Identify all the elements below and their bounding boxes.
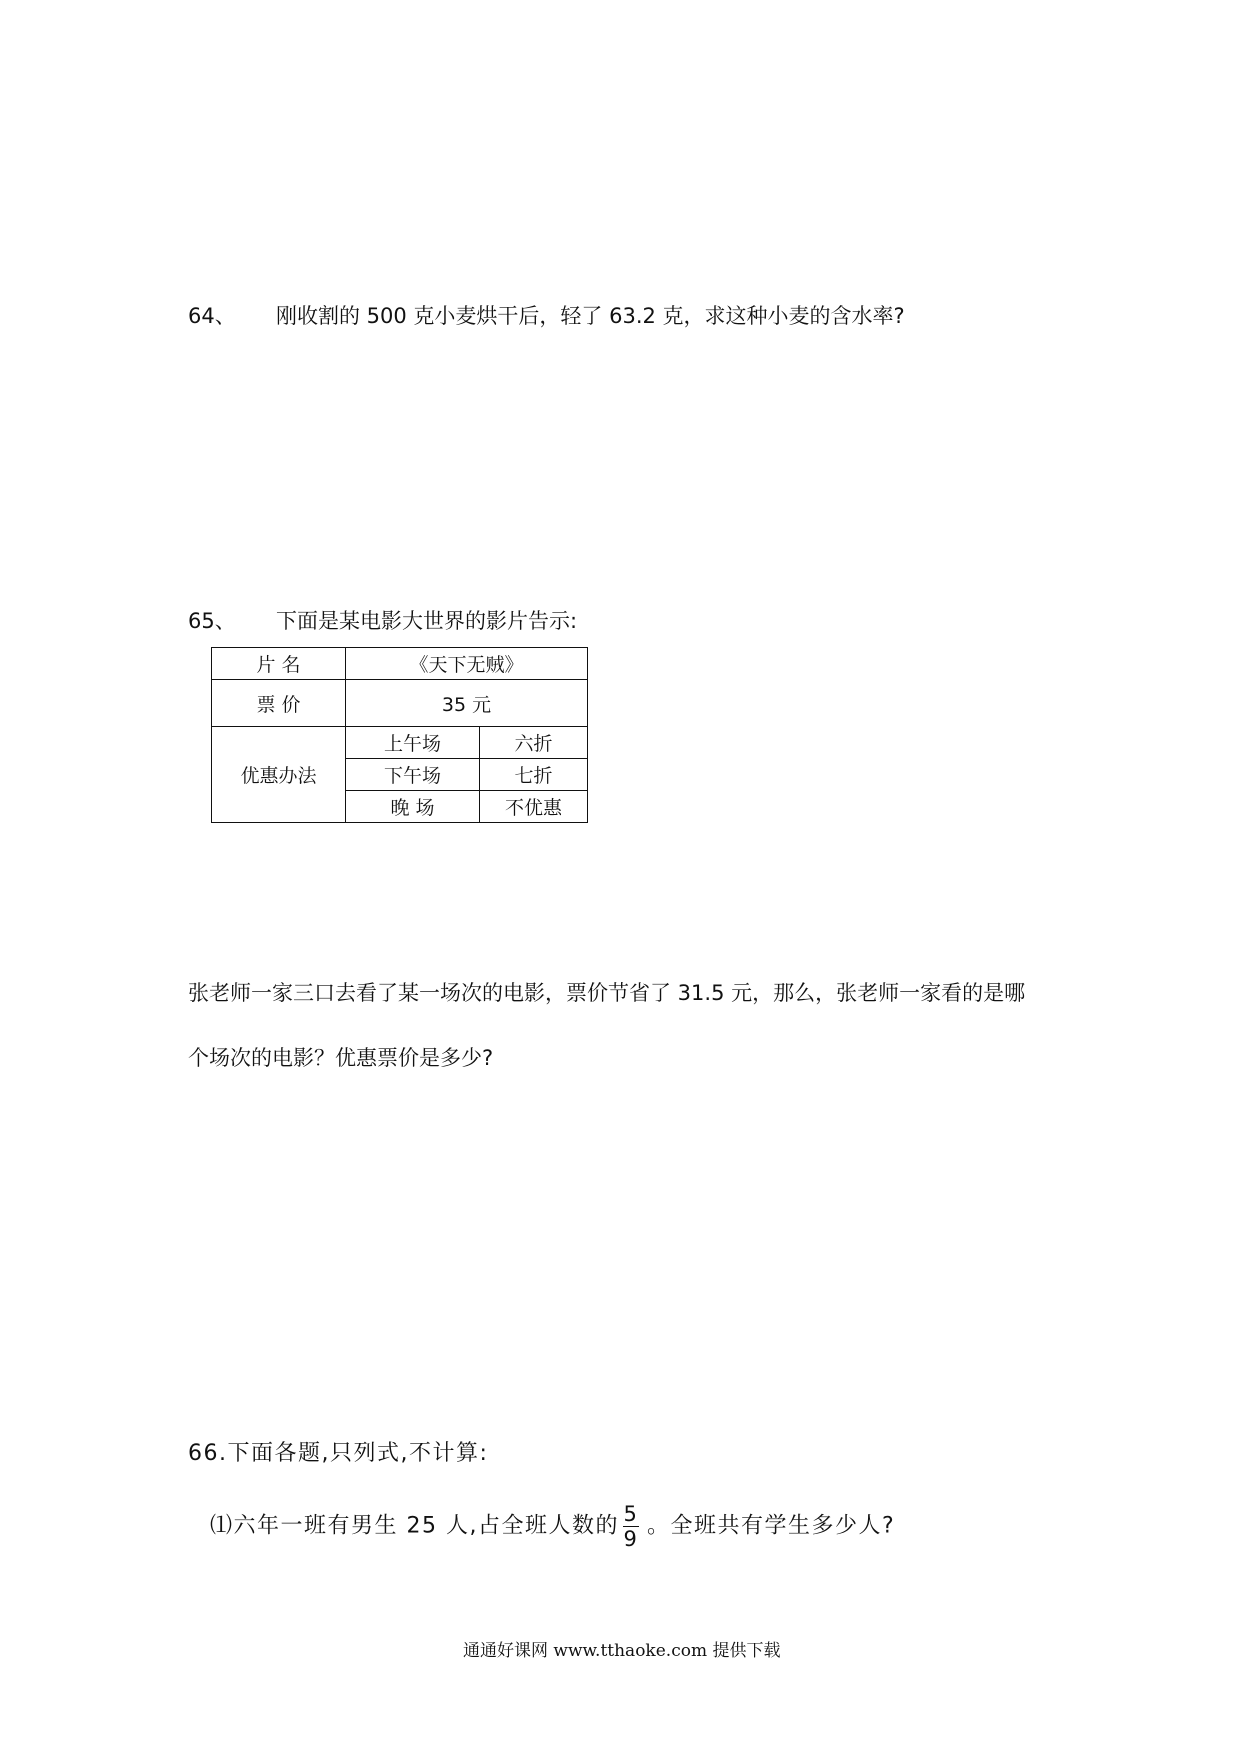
footer-download-note: 通通好课网 www.tthaoke.com 提供下载 [463, 1641, 781, 1661]
session-morning: 上午场 [346, 727, 480, 759]
question-65 [188, 607, 577, 635]
session-evening: 晚 场 [346, 791, 480, 823]
fraction-numerator: 5 [623, 1502, 639, 1526]
movie-name-value: 《天下无贼》 [346, 648, 588, 680]
fraction [623, 1502, 639, 1551]
question-64-text: 刚收割的 500 克小麦烘干后，轻了 63.2 克，求这种小麦的含水率? [276, 304, 905, 328]
question-66-sub-1-text: ⑴六年一班有男生 25 人,占全班人数的 [210, 1513, 619, 1539]
question-66-heading: 66.下面各题,只列式,不计算: [188, 1441, 489, 1466]
question-65-line-2: 个场次的电影？优惠票价是多少? [188, 1046, 494, 1070]
movie-name-label: 片 名 [212, 648, 346, 680]
discount-morning: 六折 [480, 727, 588, 759]
question-65-number: 65、 [188, 609, 236, 633]
question-66-sub-1-tail: 。全班共有学生多少人? [646, 1513, 896, 1539]
question-64-number: 64、 [188, 304, 236, 328]
discount-label: 优惠办法 [212, 727, 346, 823]
session-afternoon: 下午场 [346, 759, 480, 791]
fraction-denominator: 9 [623, 1527, 639, 1551]
movie-notice-table [211, 647, 588, 823]
question-65-line-1: 张老师一家三口去看了某一场次的电影，票价节省了 31.5 元，那么，张老师一家看的是哪 [188, 981, 1026, 1005]
question-64 [188, 302, 905, 330]
discount-evening: 不优惠 [480, 791, 588, 823]
ticket-price-value: 35 元 [346, 680, 588, 727]
question-66-sub-1 [210, 1502, 895, 1551]
discount-afternoon: 七折 [480, 759, 588, 791]
ticket-price-label: 票 价 [212, 680, 346, 727]
question-65-text: 下面是某电影大世界的影片告示: [276, 609, 578, 633]
